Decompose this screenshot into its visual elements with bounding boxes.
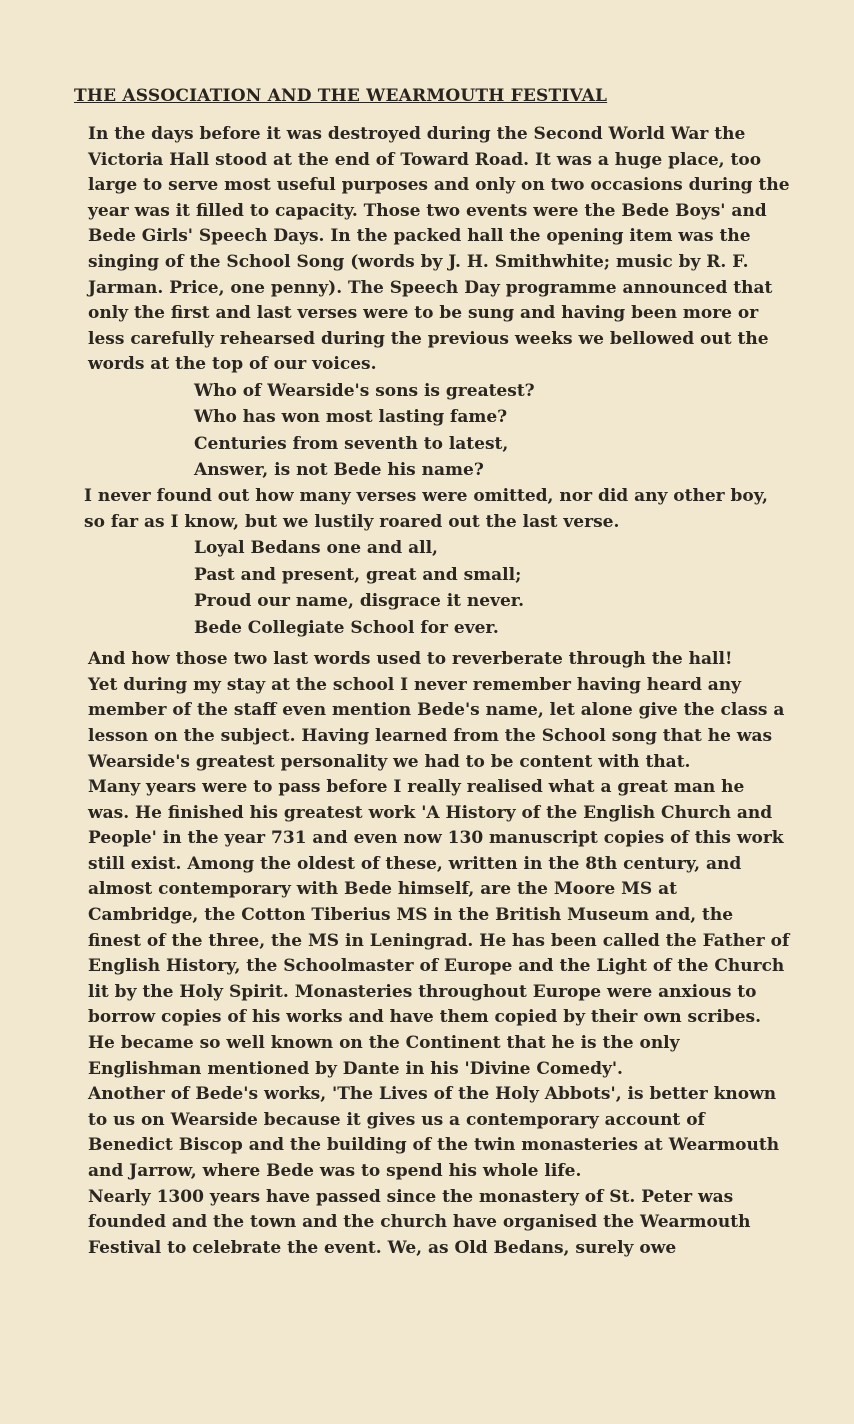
page-title: THE ASSOCIATION AND THE WEARMOUTH FESTIVAL	[74, 86, 608, 106]
verse-line: Past and present, great and small;	[194, 564, 522, 585]
verse-line: Centuries from seventh to latest,	[194, 433, 509, 454]
article-body	[74, 122, 790, 1261]
paragraph-omitted-verses: I never found out how many verses were omitted, nor did any other boy, so far as I know, but we lustily roared out the last verse.	[84, 485, 768, 532]
verse-last	[74, 535, 790, 641]
verse-line: Who of Wearside's sons is greatest?	[194, 380, 535, 401]
paragraph-holy-abbots: Another of Bede's works, 'The Lives of the Holy Abbots', is better known to us on Wearside because it gives us a contemporary account of Benedict Biscop and the building of the twin monasteries at Wearmouth and Jarrow, where Bede was to spend his whole life.	[88, 1084, 780, 1181]
paragraph-reverberate: And how those two last words used to reverberate through the hall!	[88, 649, 733, 670]
verse-line: Answer, is not Bede his name?	[194, 460, 484, 481]
verse-first	[74, 378, 790, 484]
paragraph-festival: Nearly 1300 years have passed since the monastery of St. Peter was founded and the town and the church have organised the Wearmouth Festival to celebrate the event. We, as Old Bedans, surely owe	[88, 1186, 751, 1258]
verse-line: Who has won most lasting fame?	[194, 407, 508, 428]
verse-line: Loyal Bedans one and all,	[194, 538, 438, 559]
verse-line: Proud our name, disgrace it never.	[194, 591, 525, 612]
paragraph-victoria-hall: In the days before it was destroyed during the Second World War the Victoria Hall stood at the end of Toward Road. It was a huge place, too large to serve most useful purposes and only on two occasions during the year was it filled to capacity. Those two events were the Bede Boys' and Bede Girls' Speech Days. In the packed hall the opening item was the singing of the School Song (words by J. H. Smithwhite; music by R. F. Jarman. Price, one penny). The Speech Day programme announced that only the first and last verses were to be sung and having been more or less carefully rehearsed during the previous weeks we bellowed out the words at the top of our voices.	[88, 124, 790, 375]
paragraph-history: Many years were to pass before I really realised what a great man he was. He finished his greatest work 'A History of the English Church and People' in the year 731 and even now 130 manuscript copies of this work still exist. Among the oldest of these, written in the 8th century, and almost contemporary with Bede himself, are the Moore MS at Cambridge, the Cotton Tiberius MS in the British Museum and, the finest of the three, the MS in Leningrad. He has been called the Father of English History, the Schoolmaster of Europe and the Light of the Church lit by the Holy Spirit. Monasteries throughout Europe were anxious to borrow copies of his works and have them copied by their own scribes. He became so well known on the Continent that he is the only Englishman mentioned by Dante in his 'Divine Comedy'.	[88, 777, 790, 1079]
paragraph-staff: Yet during my stay at the school I never remember having heard any member of the staff even mention Bede's name, let alone give the class a lesson on the subject. Having learned from the School song that he was Wearside's greatest personality we had to be content with that.	[88, 674, 785, 772]
verse-line: Bede Collegiate School for ever.	[194, 617, 499, 638]
